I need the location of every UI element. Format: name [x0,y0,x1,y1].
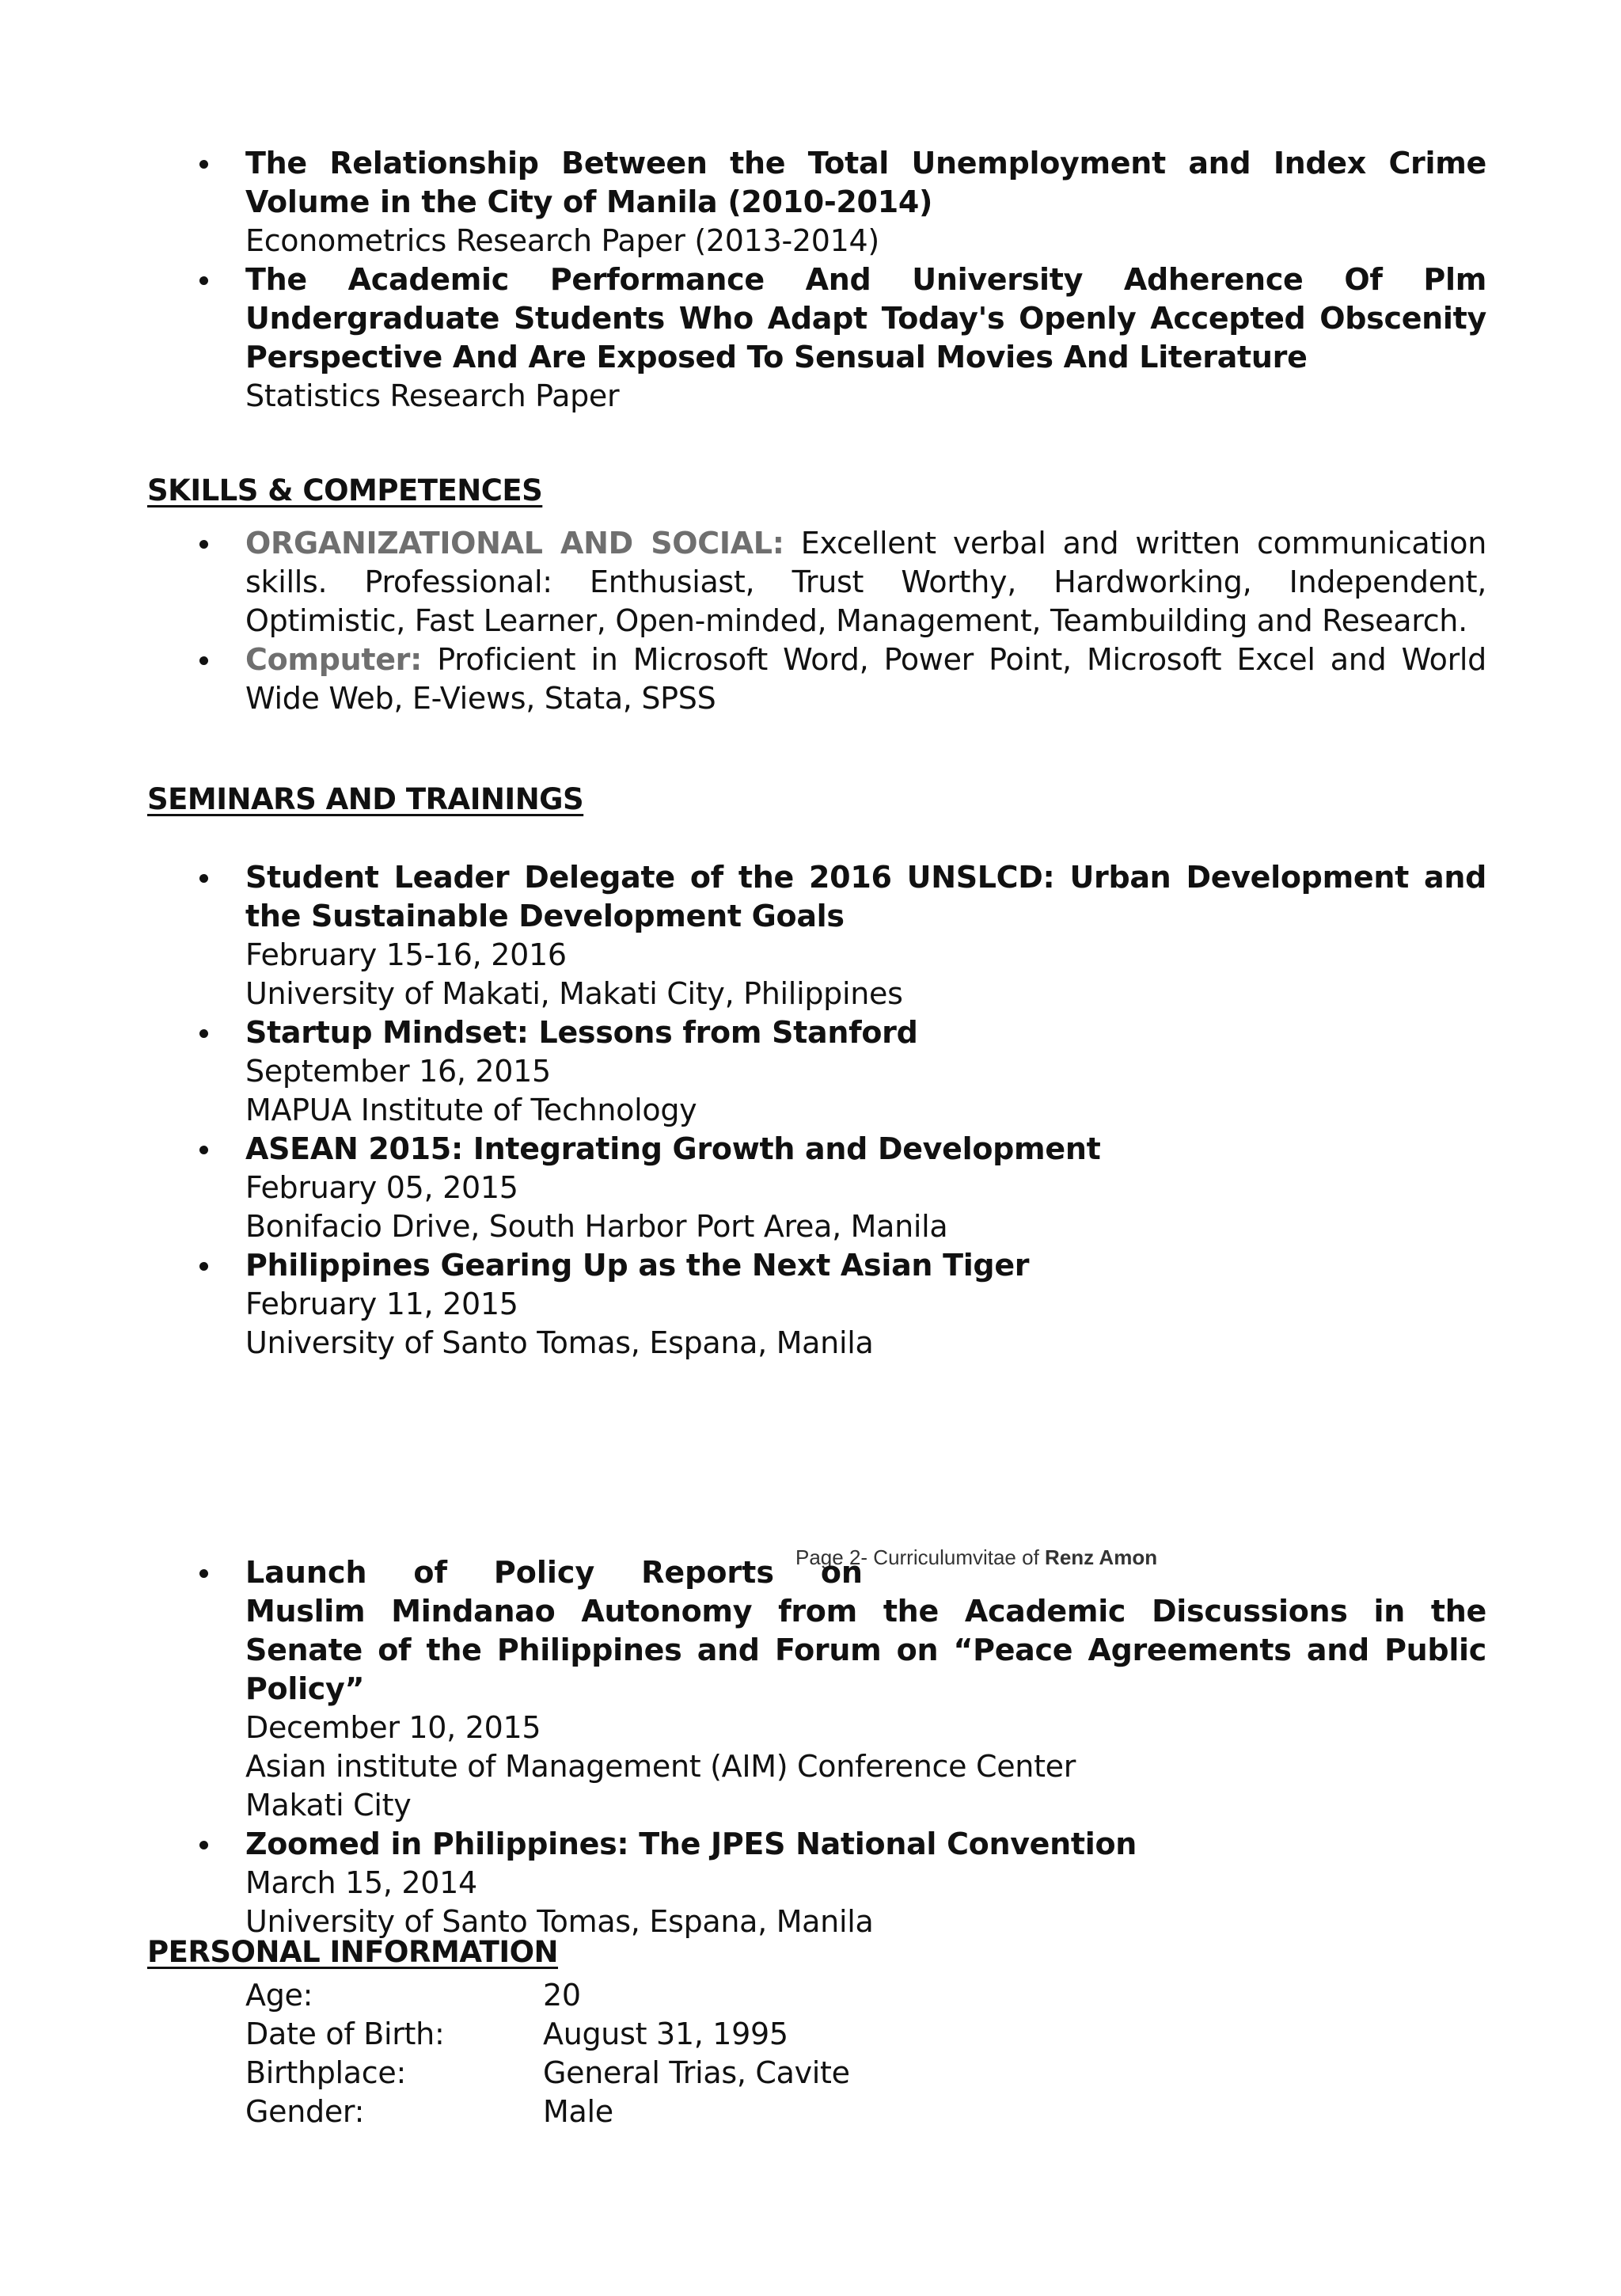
seminar-date: December 10, 2015 [245,1710,541,1745]
personal-info-table [245,1976,850,2131]
bullet-icon [199,874,208,883]
info-label: Date of Birth: [245,2017,445,2051]
bullet-icon [199,276,208,285]
research-subtitle: Statistics Research Paper [245,378,620,413]
bullet-icon [199,1146,208,1154]
seminar-title: Student Leader Delegate of the 2016 UNSLCD: Urban Development and the Sustainable Development Goals [245,860,1486,933]
seminar-title-first-line: Launch of Policy Reports on [245,1555,863,1590]
seminar-location: University of Makati, Makati City, Philippines [245,976,903,1011]
list-item [198,1553,1486,1825]
seminar-location: University of Santo Tomas, Espana, Manila [245,1325,874,1360]
bullet-icon [199,656,208,665]
research-list [198,144,1486,416]
seminar-location: University of Santo Tomas, Espana, Manila [245,1904,874,1939]
seminar-location-city: Makati City [245,1788,412,1823]
seminars-list [198,858,1486,1363]
seminar-title: Zoomed in Philippines: The JPES National Convention [245,1827,1137,1861]
table-row [245,2093,850,2131]
skill-text: Excellent verbal and written communication skills. Professional: Enthusiast, Trust Worthy, Hardworking, Independent, Optimistic, Fast Learner, Open-minded, Management, Teambuilding and Research. [245,526,1486,638]
research-subtitle: Econometrics Research Paper (2013-2014) [245,223,879,258]
seminar-date: March 15, 2014 [245,1865,477,1900]
list-item [198,1246,1486,1363]
info-label: Birthplace: [245,2055,406,2090]
table-row [245,2054,850,2093]
table-row [245,2015,850,2054]
seminar-date: September 16, 2015 [245,1054,551,1089]
seminars-list-continued [198,1553,1486,1941]
seminar-title: Startup Mindset: Lessons from Stanford [245,1015,918,1050]
bullet-icon [199,540,208,549]
list-item [198,641,1486,718]
seminars-heading: SEMINARS AND TRAININGS [147,782,584,816]
info-value: 20 [543,1978,581,2013]
research-title: The Academic Performance And University Adherence Of Plm Undergraduate Students Who Adapt Today's Openly Accepted Obscenity Perspective And Are Exposed To Sensual Movies And Literature [245,262,1486,374]
seminar-date: February 05, 2015 [245,1170,518,1205]
skills-list [198,524,1486,718]
info-value: Male [543,2094,613,2129]
seminar-date: February 15-16, 2016 [245,937,567,972]
skill-text: Proficient in Microsoft Word, Power Point, Microsoft Excel and World Wide Web, E-Views, Stata, SPSS [245,642,1486,716]
skill-label: Computer: [245,642,423,677]
footer-prefix: Page 2- Curriculumvitae of [795,1545,1039,1569]
bullet-icon [199,1262,208,1271]
info-label: Gender: [245,2094,365,2129]
seminar-location: MAPUA Institute of Technology [245,1093,697,1127]
research-title: The Relationship Between the Total Unemployment and Index Crime Volume in the City of Manila (2010-2014) [245,146,1486,219]
info-value: August 31, 1995 [543,2017,788,2051]
info-value: General Trias, Cavite [543,2055,850,2090]
seminar-location: Bonifacio Drive, South Harbor Port Area, Manila [245,1209,948,1244]
table-row [245,1976,850,2015]
list-item [198,1013,1486,1130]
bullet-icon [199,1569,208,1578]
personal-heading: PERSONAL INFORMATION [147,1935,559,1969]
seminar-title: ASEAN 2015: Integrating Growth and Development [245,1131,1101,1166]
list-item [198,1130,1486,1246]
list-item [198,260,1486,416]
list-item [198,858,1486,1013]
bullet-icon [199,1029,208,1038]
info-label: Age: [245,1978,313,2013]
list-item [198,1825,1486,1941]
skills-heading: SKILLS & COMPETENCES [147,473,543,507]
skill-label: ORGANIZATIONAL AND SOCIAL: [245,526,784,561]
list-item [198,524,1486,641]
seminar-location: Asian institute of Management (AIM) Conference Center [245,1749,1076,1784]
seminar-title: Muslim Mindanao Autonomy from the Academic Discussions in the Senate of the Philippines and Forum on “Peace Agreements and Public Policy” [245,1594,1486,1706]
bullet-icon [199,1841,208,1849]
seminar-date: February 11, 2015 [245,1287,518,1321]
list-item [198,144,1486,260]
bullet-icon [199,160,208,169]
footer-name: Renz Amon [1045,1545,1158,1569]
seminar-title: Philippines Gearing Up as the Next Asian Tiger [245,1248,1030,1283]
